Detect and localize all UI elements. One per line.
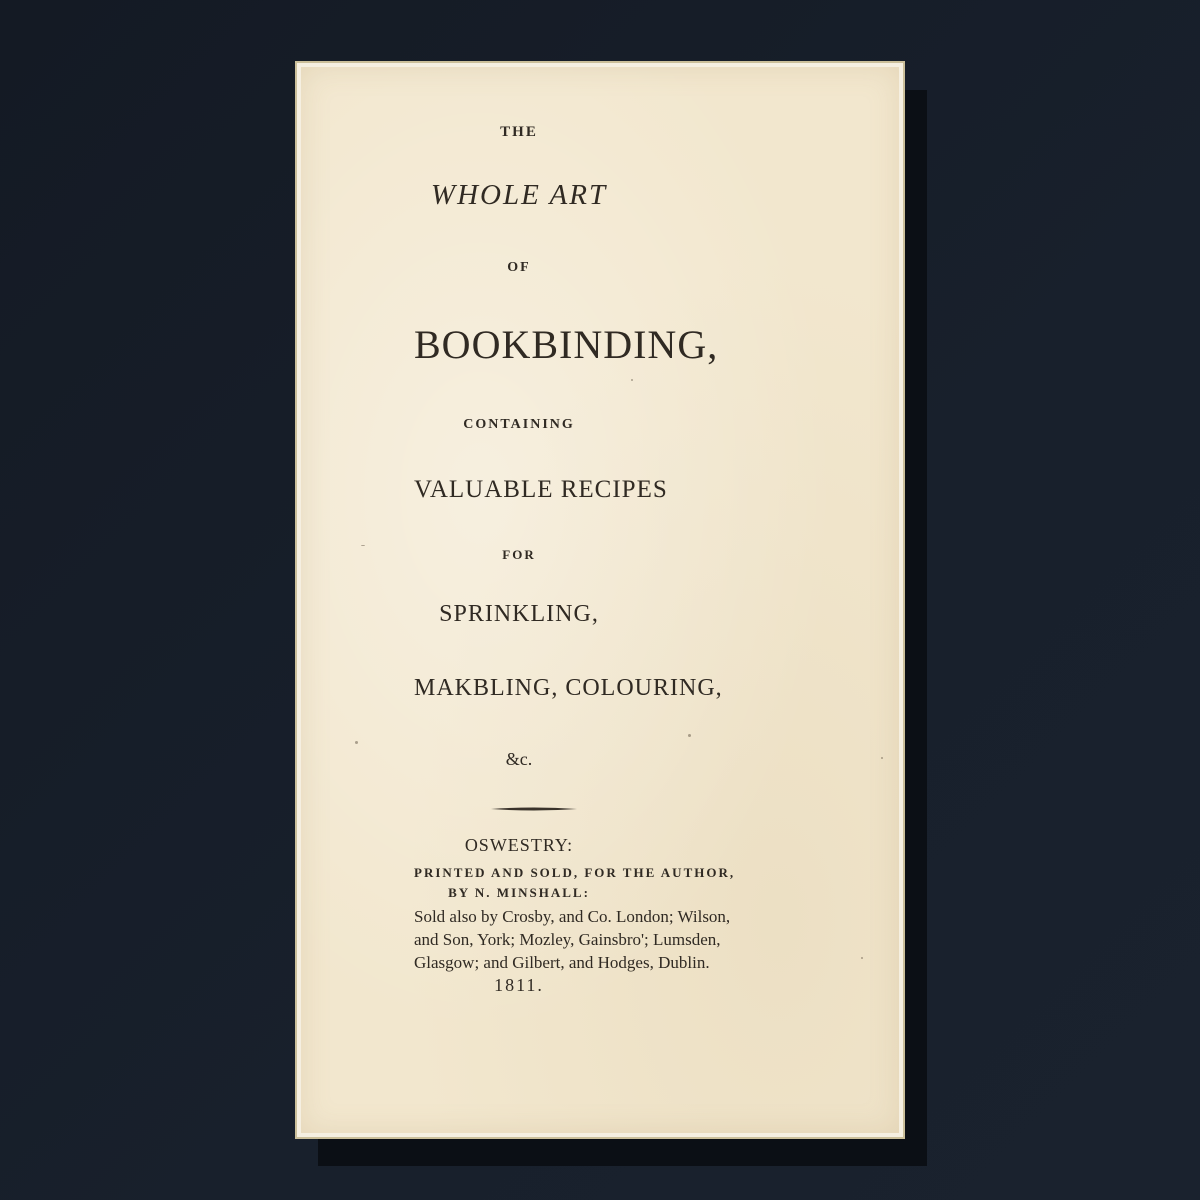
subtitle-sprinkling: SPRINKLING, xyxy=(439,601,599,627)
imprint-printer: BY N. MINSHALL: xyxy=(448,885,590,900)
imprint-year: 1811. xyxy=(494,975,544,995)
imprint-place: OSWESTRY: xyxy=(464,835,574,855)
subtitle-valuable-recipes: VALUABLE RECIPES xyxy=(414,476,668,503)
paper-speck xyxy=(861,957,863,959)
title-bookbinding: BOOKBINDING, xyxy=(414,322,719,367)
paper-speck xyxy=(881,757,883,759)
subtitle-etc: &c. xyxy=(505,749,533,769)
title-of: OF xyxy=(507,260,531,275)
title-whole-art: WHOLE ART xyxy=(430,179,608,211)
imprint-sold-line-3: Glasgow; and Gilbert, and Hodges, Dublin. xyxy=(414,953,710,972)
imprint-sold-line-2: and Son, York; Mozley, Gainsbro'; Lumsden, xyxy=(414,930,721,949)
subtitle-marbling-colouring: MAKBLING, COLOURING, xyxy=(414,675,723,701)
paper-speck xyxy=(631,379,633,381)
paper-speck xyxy=(355,741,358,744)
imprint-printed: PRINTED AND SOLD, FOR THE AUTHOR, xyxy=(414,865,736,880)
title-page-frame xyxy=(295,61,905,1139)
paper-speck xyxy=(688,734,691,737)
subtitle-containing: CONTAINING xyxy=(463,417,575,432)
imprint-sold-line-1: Sold also by Crosby, and Co. London; Wilson, xyxy=(414,907,731,926)
title-the: THE xyxy=(500,124,538,140)
subtitle-for: FOR xyxy=(502,547,536,562)
title-page xyxy=(301,67,899,1133)
paper-speck xyxy=(361,545,365,546)
ornamental-rule xyxy=(491,807,577,811)
